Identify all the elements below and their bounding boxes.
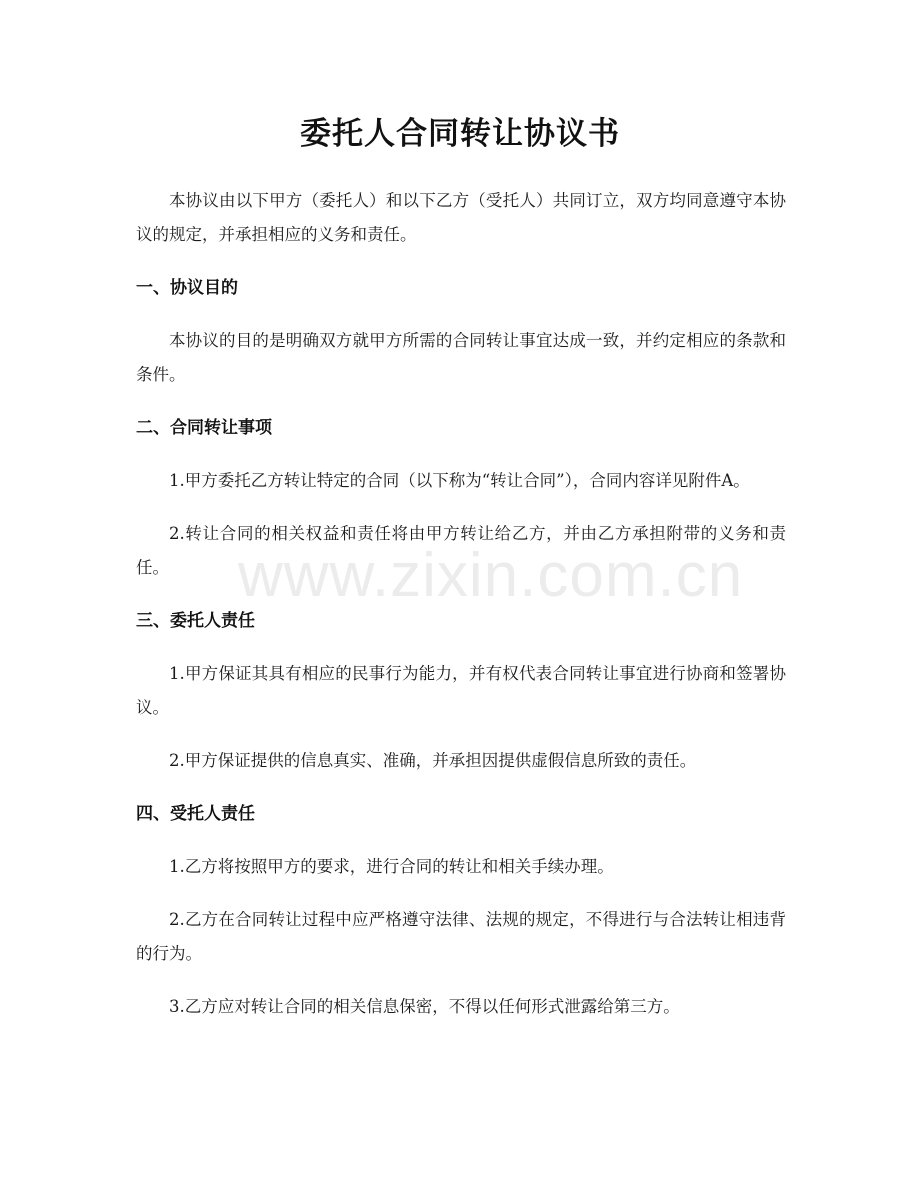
document-title: 委托人合同转让协议书 bbox=[300, 116, 620, 152]
section-paragraph: 本协议的目的是明确双方就甲方所需的合同转让事宜达成一致，并约定相应的条款和条件。 bbox=[136, 331, 786, 384]
section-paragraph: 2.乙方在合同转让过程中应严格遵守法律、法规的规定，不得进行与合法转让相违背的行为。 bbox=[136, 910, 786, 963]
section-paragraph: 1.甲方保证其具有相应的民事行为能力，并有权代表合同转让事宜进行协商和签署协议。 bbox=[136, 664, 786, 717]
section-paragraph: 1.乙方将按照甲方的要求，进行合同的转让和相关手续办理。 bbox=[169, 857, 614, 876]
section-paragraph: 2.甲方保证提供的信息真实、准确，并承担因提供虚假信息所致的责任。 bbox=[169, 751, 697, 770]
section-agent-duties bbox=[136, 797, 786, 1024]
section-paragraph: 3.乙方应对转让合同的相关信息保密，不得以任何形式泄露给第三方。 bbox=[169, 997, 680, 1016]
section-purpose bbox=[136, 271, 786, 392]
section-paragraph: 2.转让合同的相关权益和责任将由甲方转让给乙方，并由乙方承担附带的义务和责任。 bbox=[136, 524, 786, 577]
document-body bbox=[136, 184, 786, 1043]
section-principal-duties bbox=[136, 604, 786, 778]
section-heading: 二、合同转让事项 bbox=[136, 418, 272, 438]
section-heading: 四、受托人责任 bbox=[136, 804, 255, 824]
section-transfer-items bbox=[136, 411, 786, 585]
section-heading: 一、协议目的 bbox=[136, 278, 238, 298]
intro-paragraph: 本协议由以下甲方（委托人）和以下乙方（受托人）共同订立，双方均同意遵守本协议的规定，并承担相应的义务和责任。 bbox=[136, 191, 786, 244]
watermark: www.zixin.com.cn bbox=[238, 541, 744, 610]
section-heading: 三、委托人责任 bbox=[136, 611, 255, 631]
section-paragraph: 1.甲方委托乙方转让特定的合同（以下称为“转让合同”），合同内容详见附件A。 bbox=[169, 471, 750, 490]
